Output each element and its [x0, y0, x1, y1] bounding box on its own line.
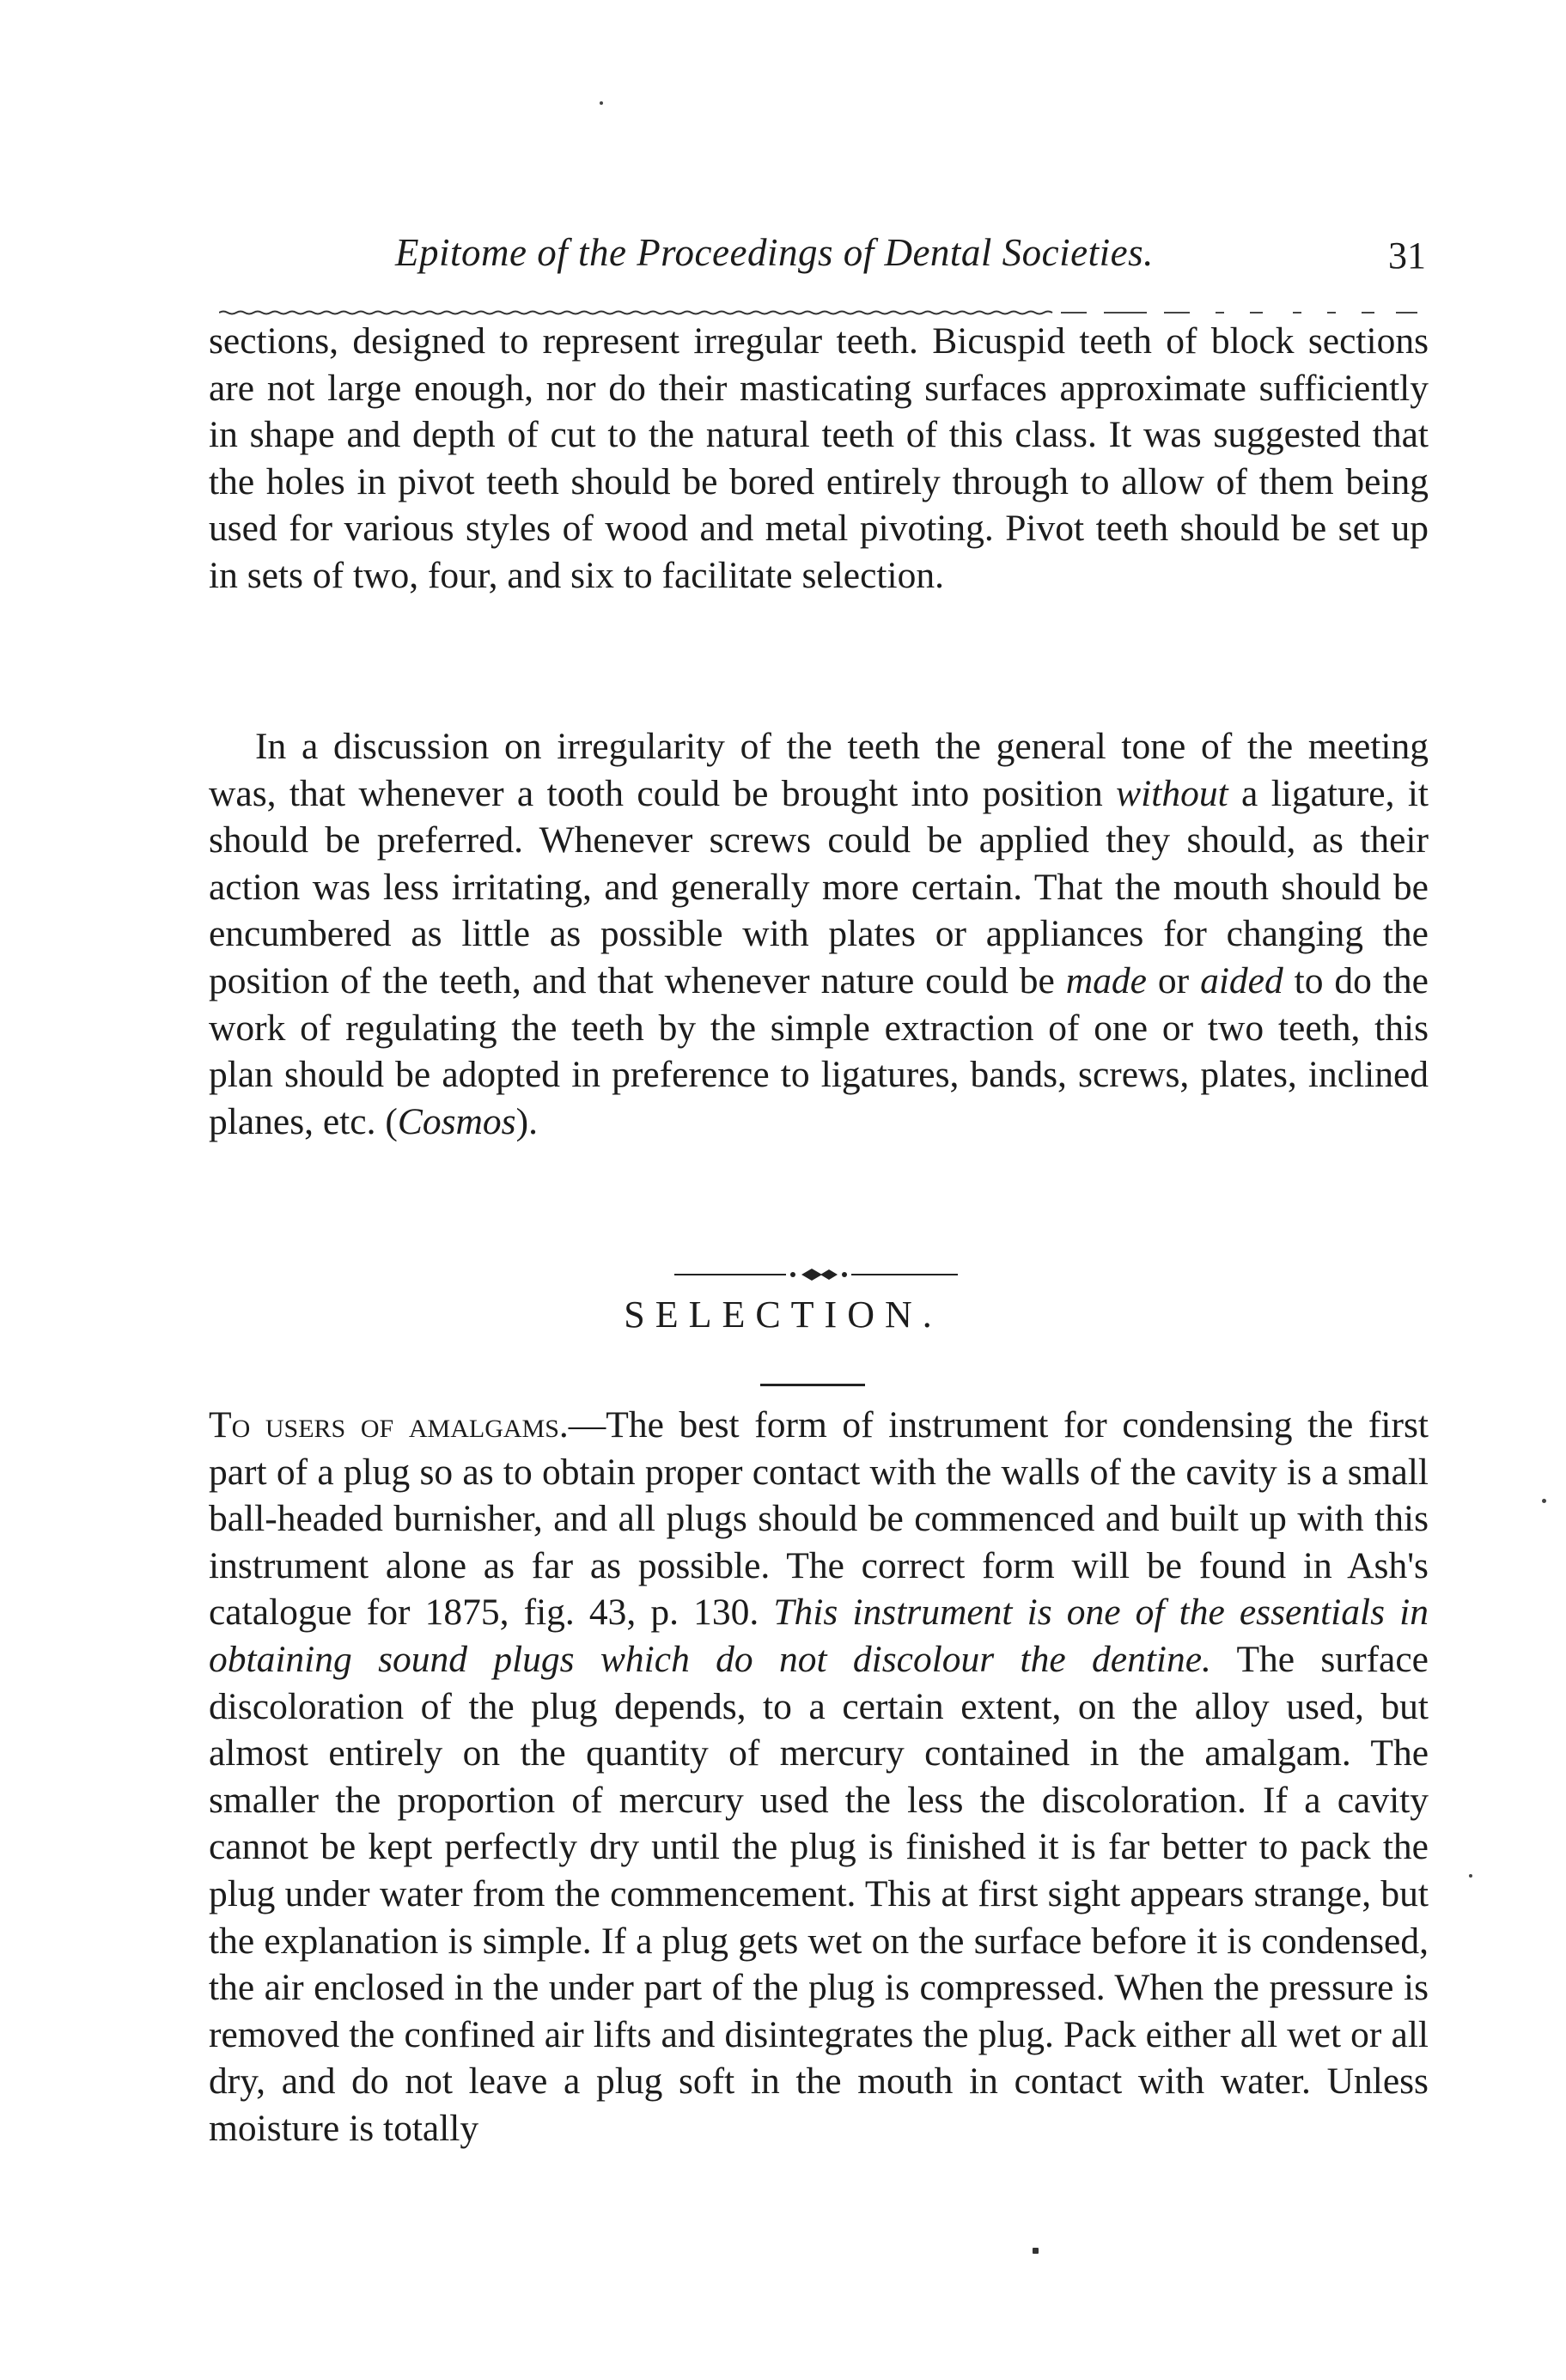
paragraph-selection	[209, 1402, 1429, 2152]
paragraph-2-emphasis-aided: aided	[1200, 959, 1283, 1001]
paragraph-1: sections, designed to represent irregular teeth. Bicuspid teeth of block sections are not large enough, nor do their masticating surfaces approximate sufficiently in shape and depth of cut to the natural teeth of this class. It was suggested that the holes in pivot teeth should be bored entirely through to allow of them being used for various styles of wood and metal pivoting. Pivot teeth should be set up in sets of two, four, and six to facilitate selection.	[209, 320, 1429, 596]
paragraph-2-text-c: or	[1146, 959, 1201, 1001]
footer-mark	[1033, 2248, 1039, 2254]
paragraph-2-text-b: a ligature, it should be preferred. Whenever screws could be applied they should, as their action was less irritating, and generally more certain. That the mouth should be encumbered as little as possible with plates or appliances for changing the position of the teeth, and that whenever nature could be	[209, 772, 1429, 1001]
page-number: 31	[1388, 234, 1426, 277]
paragraph-2-emphasis-cosmos: Cosmos	[397, 1100, 516, 1142]
paragraph-2-text-d: to do the work of regulating the teeth by the simple extraction of one or two teeth, this plan should be adopted in preference to ligatures, bands, screws, plates, inclined planes, etc. (	[209, 959, 1429, 1142]
speck-right-lower	[1469, 1874, 1472, 1878]
section-rule	[760, 1384, 865, 1386]
paragraph-2-text-a: In a discussion on irregularity of the teeth the general tone of the meeting was, that whenever a tooth could be brought into position	[209, 726, 1429, 814]
selection-lead-in: To users of amalgams.	[209, 1404, 569, 1446]
paragraph-2-emphasis-made: made	[1065, 959, 1147, 1001]
selection-text-1: —The best form of instrument for condensing the first part of a plug so as to obtain proper contact with the walls of the cavity is a small ball-headed burnisher, and all plugs should be commenced and built up with this instrument alone as far as possible. The correct form will be found in Ash's catalogue for 1875, fig. 43, p. 130.	[209, 1404, 1429, 1634]
paragraph-2	[209, 723, 1429, 1145]
paragraph-2-text-e: ).	[515, 1100, 538, 1142]
selection-text-2: The surface discoloration of the plug depends, to a certain extent, on the alloy used, but almost entirely on the quantity of mercury contained in the amalgam. The smaller the proportion of mercury used the less the discoloration. If a cavity cannot be kept perfectly dry until the plug is finished it is far better to pack the plug under water from the commencement. This at first sight appears strange, but the explanation is simple. If a plug gets wet on the surface before it is condensed, the air enclosed in the under part of the plug is compressed. When the pressure is removed the confined air lifts and disintegrates the plug. Pack either all wet or all dry, and do not leave a plug soft in the mouth in contact with water. Unless moisture is totally	[209, 1638, 1429, 2149]
speck-top	[600, 101, 603, 105]
section-title: SELECTION.	[624, 1293, 942, 1336]
paragraph-2-emphasis-without: without	[1116, 772, 1228, 814]
running-header	[206, 230, 1426, 290]
header-rule	[219, 309, 1422, 316]
running-title: Epitome of the Proceedings of Dental Societies.	[395, 231, 1154, 274]
selection-emphasis: This instrument is one of the essentials in obtaining sound plugs which do not discolour the dentine.	[209, 1592, 1429, 1680]
speck-right	[1542, 1499, 1546, 1503]
section-ornament	[674, 1264, 958, 1285]
